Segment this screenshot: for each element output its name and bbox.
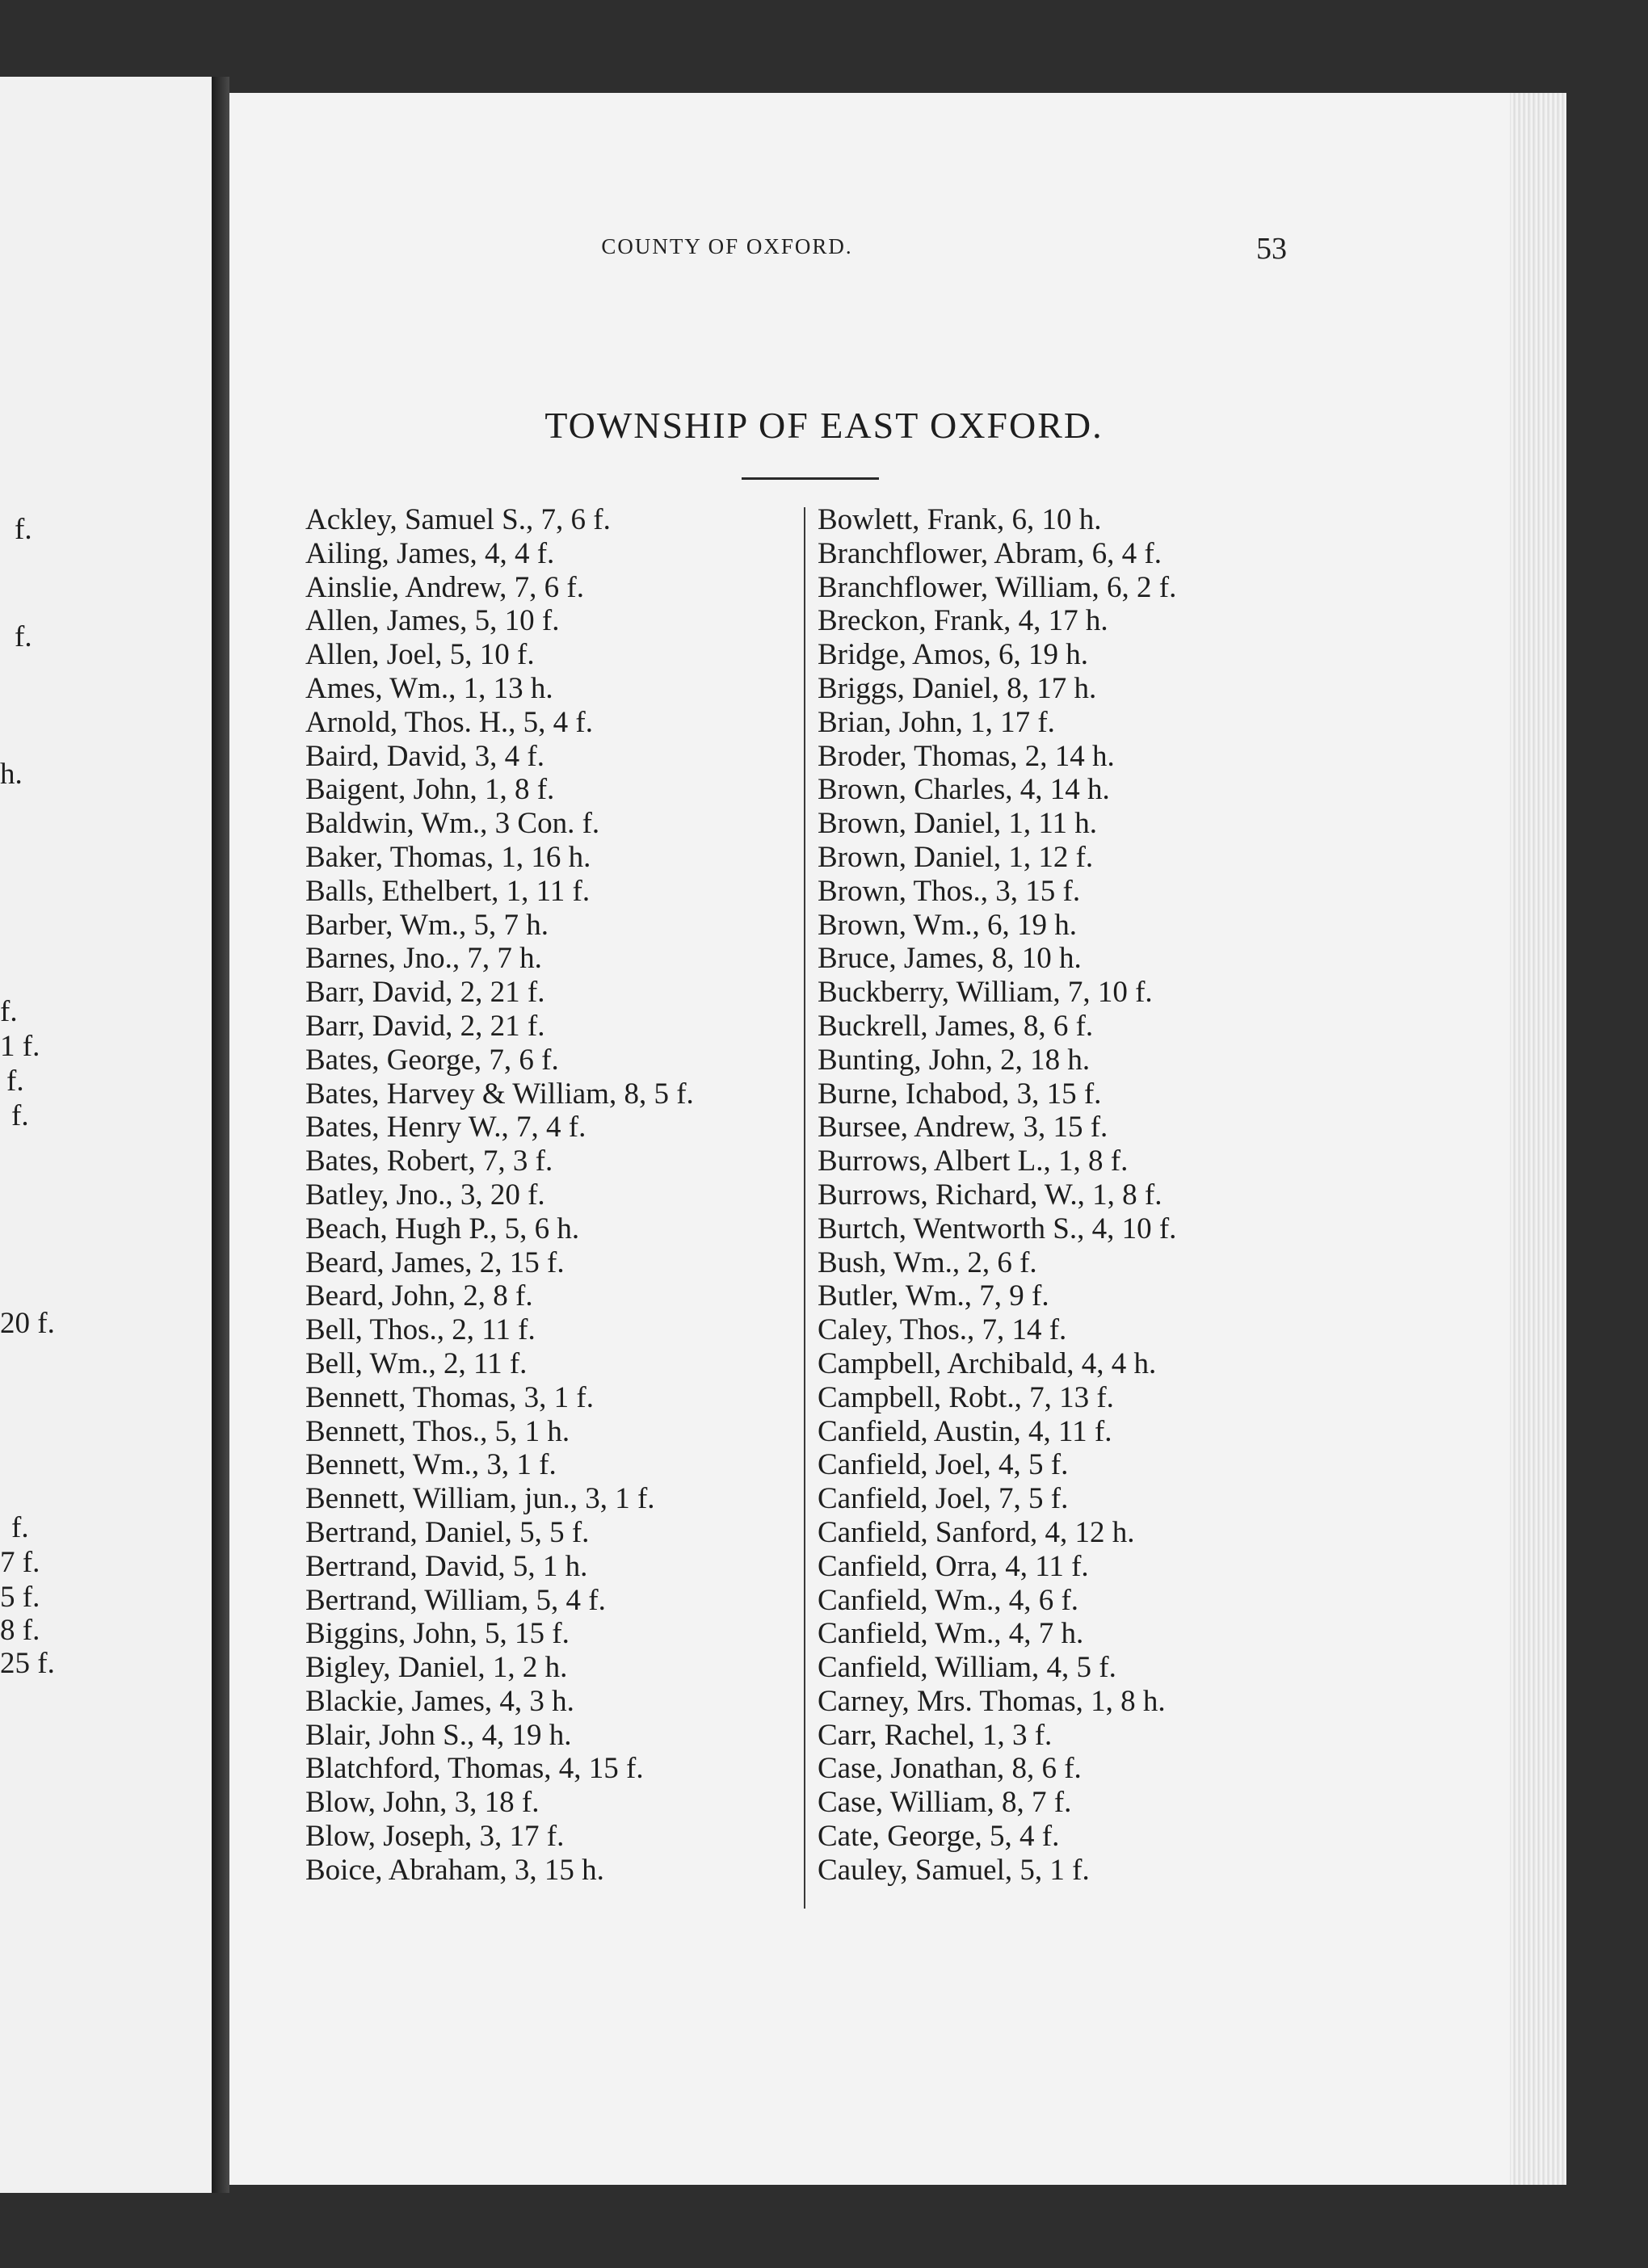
list-item: Canfield, Austin, 4, 11 f. xyxy=(818,1414,1112,1448)
section-title: TOWNSHIP OF EAST OXFORD. xyxy=(544,405,1104,446)
book-gutter-shadow xyxy=(212,77,229,2193)
list-item: Canfield, Joel, 7, 5 f. xyxy=(818,1482,1069,1516)
list-item: Bush, Wm., 2, 6 f. xyxy=(818,1245,1037,1279)
list-item: Blair, John S., 4, 19 h. xyxy=(305,1718,572,1752)
list-item: Bates, Henry W., 7, 4 f. xyxy=(305,1111,586,1144)
list-item: Bursee, Andrew, 3, 15 f. xyxy=(818,1111,1108,1144)
page-stack-edge xyxy=(1510,93,1566,2185)
list-item: Ames, Wm., 1, 13 h. xyxy=(305,671,553,705)
list-item: Cauley, Samuel, 5, 1 f. xyxy=(818,1853,1090,1887)
list-item: Boice, Abraham, 3, 15 h. xyxy=(305,1853,604,1887)
list-item: Burrows, Albert L., 1, 8 f. xyxy=(818,1144,1129,1178)
list-item: Bridge, Amos, 6, 19 h. xyxy=(818,638,1089,672)
left-page-fragment: 5 f. xyxy=(0,1581,40,1614)
list-item: Blow, Joseph, 3, 17 f. xyxy=(305,1820,565,1854)
list-item: Balls, Ethelbert, 1, 11 f. xyxy=(305,874,591,908)
list-item: Butler, Wm., 7, 9 f. xyxy=(818,1279,1049,1313)
list-item: Brown, Thos., 3, 15 f. xyxy=(818,874,1081,908)
left-column xyxy=(305,503,798,1888)
list-item: Barnes, Jno., 7, 7 h. xyxy=(305,942,542,976)
list-item: Broder, Thomas, 2, 14 h. xyxy=(818,739,1115,773)
left-page-fragment: 1 f. xyxy=(0,1030,40,1063)
list-item: Canfield, Orra, 4, 11 f. xyxy=(818,1549,1089,1583)
list-item: Brian, John, 1, 17 f. xyxy=(818,705,1055,739)
list-item: Baker, Thomas, 1, 16 h. xyxy=(305,840,591,874)
list-item: Bennett, Wm., 3, 1 f. xyxy=(305,1448,557,1482)
left-page-fragment: f. xyxy=(0,995,18,1028)
list-item: Cate, George, 5, 4 f. xyxy=(818,1820,1060,1854)
list-item: Beard, James, 2, 15 f. xyxy=(305,1245,565,1279)
list-item: Bunting, John, 2, 18 h. xyxy=(818,1043,1091,1077)
list-item: Case, William, 8, 7 f. xyxy=(818,1786,1072,1820)
list-item: Baigent, John, 1, 8 f. xyxy=(305,773,555,807)
list-item: Barr, David, 2, 21 f. xyxy=(305,976,545,1010)
list-item: Batley, Jno., 3, 20 f. xyxy=(305,1178,545,1212)
list-item: Carr, Rachel, 1, 3 f. xyxy=(818,1718,1053,1752)
list-item: Bates, George, 7, 6 f. xyxy=(305,1043,559,1077)
left-page-fragment: 8 f. xyxy=(0,1614,40,1647)
left-page-fragment: f. xyxy=(15,620,32,653)
list-item: Canfield, Sanford, 4, 12 h. xyxy=(818,1515,1135,1549)
right-column xyxy=(818,503,1270,1888)
list-item: Biggins, John, 5, 15 f. xyxy=(305,1617,570,1651)
list-item: Canfield, Joel, 4, 5 f. xyxy=(818,1448,1069,1482)
list-item: Briggs, Daniel, 8, 17 h. xyxy=(818,671,1097,705)
left-page-fragment: 7 f. xyxy=(0,1546,40,1579)
list-item: Branchflower, William, 6, 2 f. xyxy=(818,570,1177,604)
list-item: Campbell, Archibald, 4, 4 h. xyxy=(818,1346,1157,1380)
left-page-fragment: f. xyxy=(11,1511,29,1544)
left-page-fragment: 20 f. xyxy=(0,1307,55,1340)
facing-page-left xyxy=(0,77,212,2193)
list-item: Brown, Wm., 6, 19 h. xyxy=(818,908,1078,942)
list-item: Bennett, Thomas, 3, 1 f. xyxy=(305,1380,594,1414)
page-number: 53 xyxy=(1256,232,1287,266)
list-item: Bell, Wm., 2, 11 f. xyxy=(305,1346,528,1380)
list-item: Bruce, James, 8, 10 h. xyxy=(818,942,1082,976)
list-item: Beach, Hugh P., 5, 6 h. xyxy=(305,1212,580,1245)
list-item: Burrows, Richard, W., 1, 8 f. xyxy=(818,1178,1162,1212)
left-page-fragment: f. xyxy=(15,513,32,546)
running-head: COUNTY OF OXFORD. xyxy=(601,234,853,258)
list-item: Barr, David, 2, 21 f. xyxy=(305,1009,545,1043)
list-item: Bennett, Thos., 5, 1 h. xyxy=(305,1414,570,1448)
list-item: Ackley, Samuel S., 7, 6 f. xyxy=(305,503,611,536)
list-item: Allen, James, 5, 10 f. xyxy=(305,604,560,638)
list-item: Allen, Joel, 5, 10 f. xyxy=(305,638,535,672)
list-item: Baldwin, Wm., 3 Con. f. xyxy=(305,807,600,841)
list-item: Carney, Mrs. Thomas, 1, 8 h. xyxy=(818,1684,1166,1718)
list-item: Beard, John, 2, 8 f. xyxy=(305,1279,533,1313)
list-item: Bertrand, David, 5, 1 h. xyxy=(305,1549,588,1583)
list-item: Arnold, Thos. H., 5, 4 f. xyxy=(305,705,593,739)
list-item: Brown, Daniel, 1, 11 h. xyxy=(818,807,1097,841)
list-item: Barber, Wm., 5, 7 h. xyxy=(305,908,549,942)
list-item: Brown, Daniel, 1, 12 f. xyxy=(818,840,1094,874)
list-item: Blow, John, 3, 18 f. xyxy=(305,1786,540,1820)
left-page-fragment: f. xyxy=(11,1099,29,1132)
list-item: Bennett, William, jun., 3, 1 f. xyxy=(305,1482,655,1516)
list-item: Baird, David, 3, 4 f. xyxy=(305,739,544,773)
list-item: Bertrand, William, 5, 4 f. xyxy=(305,1583,606,1617)
list-item: Ailing, James, 4, 4 f. xyxy=(305,536,555,570)
list-item: Caley, Thos., 7, 14 f. xyxy=(818,1313,1067,1347)
list-item: Bates, Robert, 7, 3 f. xyxy=(305,1144,553,1178)
list-item: Bertrand, Daniel, 5, 5 f. xyxy=(305,1515,590,1549)
list-item: Brown, Charles, 4, 14 h. xyxy=(818,773,1110,807)
list-item: Branchflower, Abram, 6, 4 f. xyxy=(818,536,1162,570)
list-item: Breckon, Frank, 4, 17 h. xyxy=(818,604,1108,638)
left-page-fragment: 25 f. xyxy=(0,1647,55,1680)
list-item: Canfield, Wm., 4, 7 h. xyxy=(818,1617,1084,1651)
list-item: Canfield, William, 4, 5 f. xyxy=(818,1651,1116,1685)
title-rule xyxy=(742,477,879,480)
list-item: Campbell, Robt., 7, 13 f. xyxy=(818,1380,1114,1414)
list-item: Case, Jonathan, 8, 6 f. xyxy=(818,1752,1082,1786)
list-item: Bigley, Daniel, 1, 2 h. xyxy=(305,1651,568,1685)
list-item: Blackie, James, 4, 3 h. xyxy=(305,1684,574,1718)
left-page-fragment: h. xyxy=(0,758,23,791)
list-item: Burtch, Wentworth S., 4, 10 f. xyxy=(818,1212,1177,1245)
list-item: Ainslie, Andrew, 7, 6 f. xyxy=(305,570,584,604)
list-item: Burne, Ichabod, 3, 15 f. xyxy=(818,1077,1102,1111)
list-item: Bell, Thos., 2, 11 f. xyxy=(305,1313,536,1347)
column-divider xyxy=(804,507,805,1909)
list-item: Bowlett, Frank, 6, 10 h. xyxy=(818,503,1102,536)
list-item: Canfield, Wm., 4, 6 f. xyxy=(818,1583,1079,1617)
list-item: Bates, Harvey & William, 8, 5 f. xyxy=(305,1077,694,1111)
list-item: Buckrell, James, 8, 6 f. xyxy=(818,1009,1094,1043)
left-page-fragment: f. xyxy=(6,1065,24,1098)
list-item: Buckberry, William, 7, 10 f. xyxy=(818,976,1153,1010)
list-item: Blatchford, Thomas, 4, 15 f. xyxy=(305,1752,644,1786)
